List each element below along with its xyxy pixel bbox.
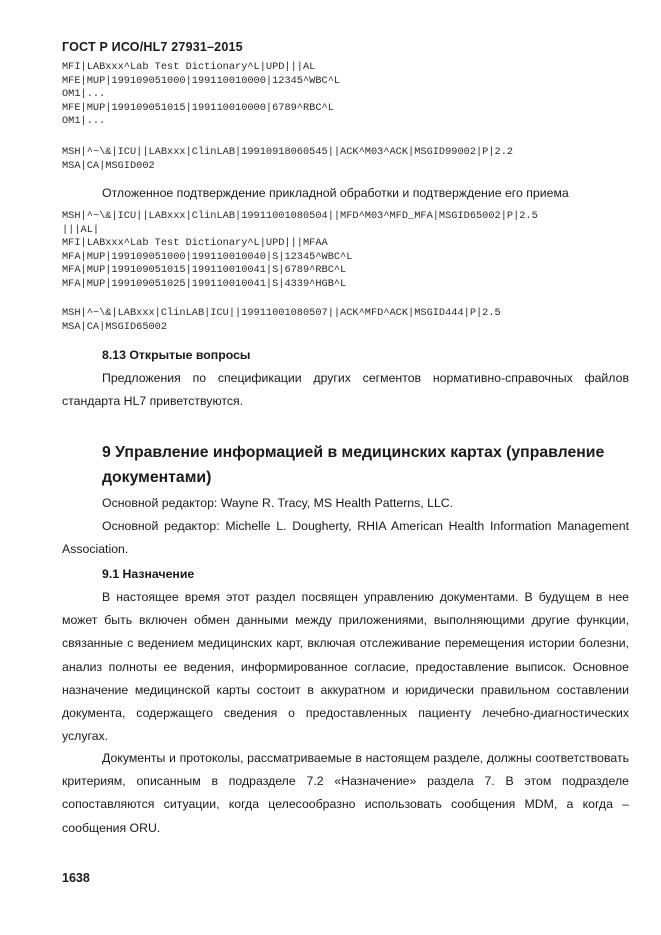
code-line: MSH|^~\&|ICU||LABxxx|ClinLAB|19910918060545||ACK^M03^ACK|MSGID99002|P|2.2 [62, 146, 514, 158]
section-8-13-text: Предложения по спецификации других сегментов нормативно-справочных файлов стандарта HL7 приветствуются. [62, 371, 629, 409]
section-9-1-paragraph-1: В настоящее время этот раздел посвящен управлению документами. В будущем в нее может быть включен обмен данными между приложениями, выполняющими другие функции, связанные с ведением медицинских карт, включая отслеживание перемещения истории болезни, анализ полноты ее ведения, информированное согласие, предоставление выписок. Основное назначение медицинской карты состоит в аккуратном и юридически правильном составлении документа, содержащего сведения о предоставленных пациенту лечебно-диагностических услугах. [62, 590, 629, 744]
code-block-ack-2 [62, 307, 501, 334]
deferred-ack-caption: Отложенное подтверждение прикладной обработки и подтверждение его приема [102, 186, 569, 200]
code-line: MSA|CA|MSGID002 [62, 159, 155, 172]
section-8-13-heading: 8.13 Открытые вопросы [102, 348, 251, 362]
code-line: MFE|MUP|199109051000|199110010000|12345^WBC^L [62, 74, 341, 87]
code-line: MSA|CA|MSGID65002 [62, 320, 168, 333]
standard-header: ГОСТ Р ИСО/HL7 27931–2015 [62, 40, 243, 54]
code-line: MFE|MUP|199109051015|199110010000|6789^RBC^L [62, 101, 334, 114]
section-9-1-heading: 9.1 Назначение [102, 567, 195, 581]
code-line: MFI|LABxxx^Lab Test Dictionary^L|UPD|||MFAA [62, 237, 328, 250]
code-line: MFA|MUP|199109051000|199110010040|S|12345^WBC^L [62, 250, 353, 263]
code-line: MSH|^~\&|ICU||LABxxx|ClinLAB|19911001080504||MFD^M03^MFD_MFA|MSGID65002|P|2.5 [62, 210, 538, 222]
page-number: 1638 [62, 871, 90, 885]
section-9-heading: 9 Управление информацией в медицинских картах (управление документами) [102, 444, 605, 486]
code-line: MFA|MUP|199109051025|199110010041|S|4339^HGB^L [62, 277, 347, 290]
editor-1: Основной редактор: Wayne R. Tracy, MS Health Patterns, LLC. [102, 496, 454, 510]
code-line: OM1|... [62, 88, 106, 101]
code-line: |||AL| [62, 223, 100, 236]
code-block-mfa [62, 210, 538, 292]
code-line: MSH|^~\&|LABxxx|ClinLAB|ICU||19911001080507||ACK^MFD^ACK|MSGID444|P|2.5 [62, 307, 501, 319]
code-line: OM1|... [62, 115, 106, 128]
code-line: MFA|MUP|199109051015|199110010041|S|6789^RBC^L [62, 264, 347, 277]
code-block-mfe [62, 61, 340, 129]
code-block-ack-1 [62, 146, 513, 173]
code-line: MFI|LABxxx^Lab Test Dictionary^L|UPD|||AL [62, 61, 316, 73]
section-9-1-paragraph-2: Документы и протоколы, рассматриваемые в настоящем разделе, должны соответствовать критериям, описанным в подразделе 7.2 «Назначение» раздела 7. В этом подразделе сопоставляются ситуации, когда целесообразно использовать сообщения MDM, а когда – сообщения ORU. [62, 751, 629, 835]
editor-2: Основной редактор: Michelle L. Dougherty, RHIA American Health Information Management Association. [62, 519, 629, 557]
